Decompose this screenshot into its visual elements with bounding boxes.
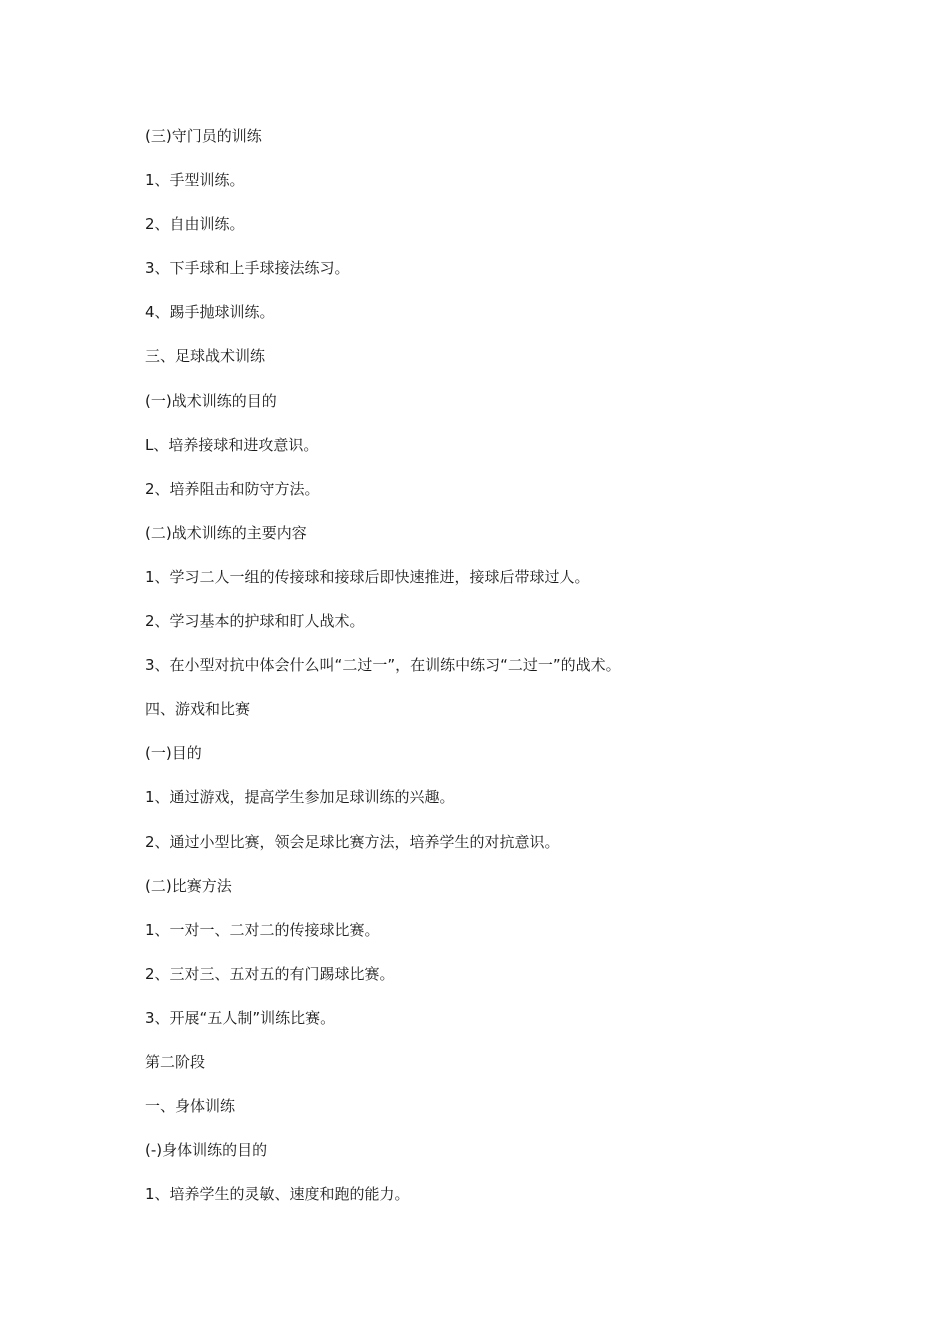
section-heading-tactics-training: 三、足球战术训练 (145, 347, 266, 366)
list-item: 2、自由训练。 (145, 215, 245, 234)
list-item: 3、下手球和上手球接法练习。 (145, 259, 350, 278)
document-body (145, 124, 845, 1226)
subsection-heading-purpose: (一)目的 (145, 744, 202, 763)
list-item: 3、开展“五人制”训练比赛。 (145, 1008, 336, 1027)
list-item: 1、手型训练。 (145, 171, 245, 190)
list-item: 1、通过游戏，提高学生参加足球训练的兴趣。 (145, 788, 455, 807)
subsection-heading-physical-goal: (-)身体训练的目的 (145, 1141, 268, 1160)
list-item: 1、培养学生的灵敏、速度和跑的能力。 (145, 1185, 410, 1204)
list-item: 4、踢手抛球训练。 (145, 303, 275, 322)
section-heading-games-and-matches: 四、游戏和比赛 (145, 700, 251, 719)
subsection-heading-tactics-content: (二)战术训练的主要内容 (145, 523, 307, 542)
list-item: 2、培养阻击和防守方法。 (145, 479, 320, 498)
section-heading-goalkeeper-training: (三)守门员的训练 (145, 127, 262, 145)
list-item: L、培养接球和进攻意识。 (145, 435, 319, 454)
stage-heading-second-stage: 第二阶段 (145, 1052, 206, 1071)
list-item: 2、通过小型比赛，领会足球比赛方法，培养学生的对抗意识。 (145, 832, 560, 851)
list-item: 2、三对三、五对五的有门踢球比赛。 (145, 964, 395, 983)
subsection-heading-match-method: (二)比赛方法 (145, 876, 232, 895)
list-item: 2、学习基本的护球和盯人战术。 (145, 612, 365, 631)
subsection-heading-tactics-goal: (一)战术训练的目的 (145, 391, 277, 410)
list-item: 3、在小型对抗中体会什么叫“二过一”，在训练中练习“二过一”的战术。 (145, 656, 621, 675)
list-item: 1、学习二人一组的传接球和接球后即快速推进，接球后带球过人。 (145, 567, 590, 586)
list-item: 1、一对一、二对二的传接球比赛。 (145, 920, 380, 939)
section-heading-physical-training: 一、身体训练 (145, 1097, 236, 1116)
